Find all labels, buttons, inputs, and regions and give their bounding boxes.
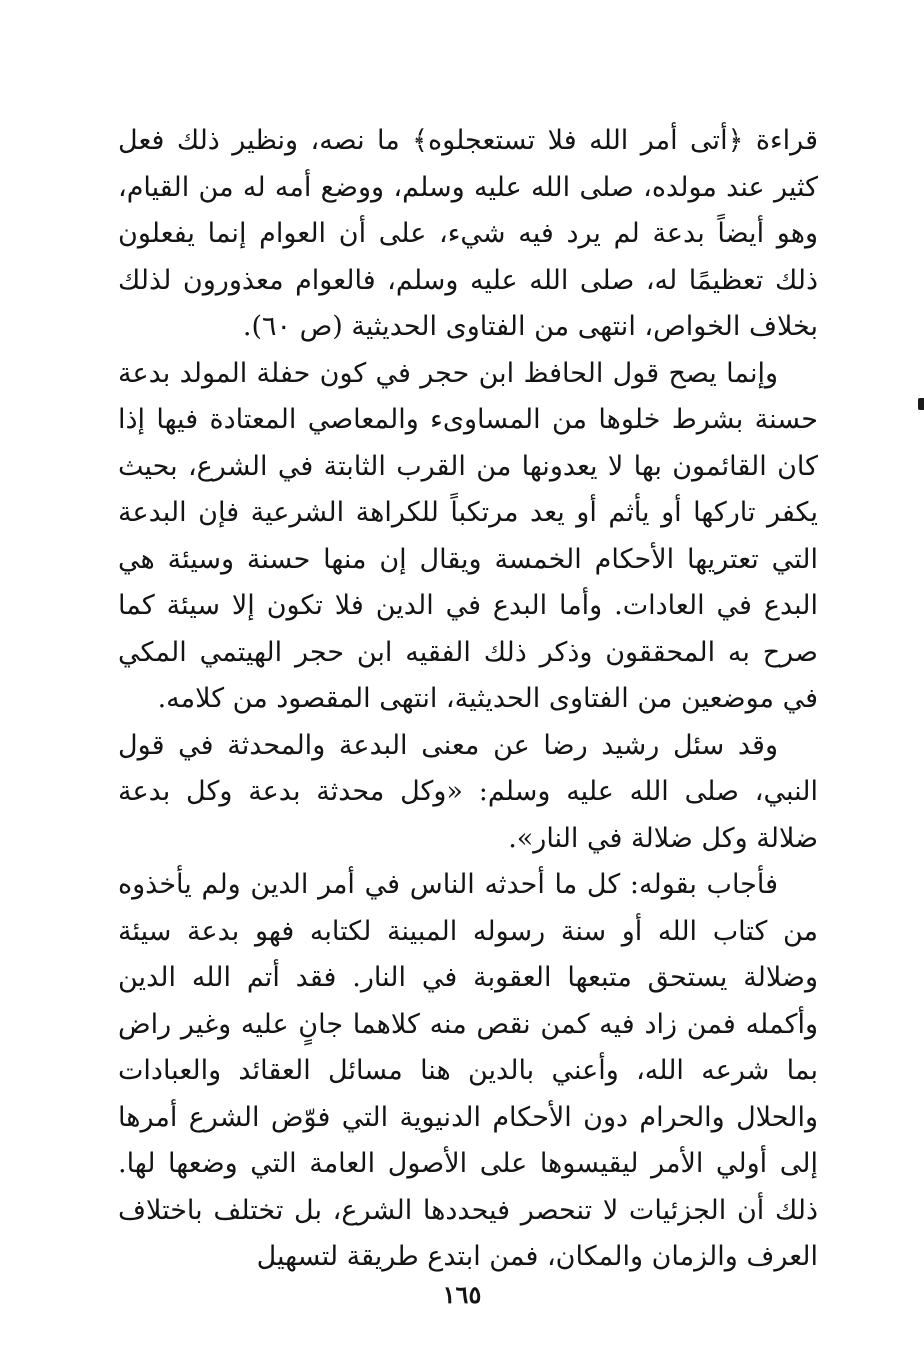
paragraph-3: وقد سئل رشيد رضا عن معنى البدعة والمحدثة في قول النبي، صلى الله عليه وسلم: «وكل محدثة بدعة وكل بدعة ضلالة وكل ضلالة في النار». xyxy=(118,729,818,854)
page-edge-mark xyxy=(918,398,924,410)
paragraph-2: وإنما يصح قول الحافظ ابن حجر في كون حفلة المولد بدعة حسنة بشرط خلوها من المساوىء والمعاصي المعتادة فيها إذا كان القائمون بها لا يعدونها من القرب الثابتة في الشرع، بحيث يكفر تاركها أو يأثم أو يعد مرتكباً للكراهة الشرعية فإن البدعة التي تعتريها الأحكام الخمسة ويقال إن منها حسنة وسيئة هي البدع في العادات. وأما البدع في الدين فلا تكون إلا سيئة كما صرح به المحققون وذكر ذلك الفقيه ابن حجر الهيتمي المكي في موضعين من الفتاوى الحديثية، انتهى المقصود من كلامه. xyxy=(118,357,818,714)
body-text xyxy=(118,118,818,1281)
paragraph-4: فأجاب بقوله: كل ما أحدثه الناس في أمر الدين ولم يأخذوه من كتاب الله أو سنة رسوله المبينة لكتابه فهو بدعة سيئة وضلالة يستحق متبعها العقوبة في النار. فقد أتم الله الدين وأكمله فمن زاد فيه كمن نقص منه كلاهما جانٍ عليه وغير راض بما شرعه الله، وأعني بالدين هنا مسائل العقائد والعبادات والحلال والحرام دون الأحكام الدنيوية التي فوّض الشرع أمرها إلى أولي الأمر ليقيسوها على الأصول العامة التي وضعها لها. ذلك أن الجزئيات لا تنحصر فيحددها الشرع، بل تختلف باختلاف العرف والزمان والمكان، فمن ابتدع طريقة لتسهيل xyxy=(118,869,818,1272)
paragraph-1: قراءة ﴿أتى أمر الله فلا تستعجلوه﴾ ما نصه، ونظير ذلك فعل كثير عند مولده، صلى الله عليه وسلم، ووضع أمه له من القيام، وهو أيضاً بدعة لم يرد فيه شيء، على أن العوام إنما يفعلون ذلك تعظيمًا له، صلى الله عليه وسلم، فالعوام معذورون لذلك بخلاف الخواص، انتهى من الفتاوى الحديثية (ص ٦٠). xyxy=(118,125,818,342)
page-number: ١٦٥ xyxy=(442,1280,482,1309)
